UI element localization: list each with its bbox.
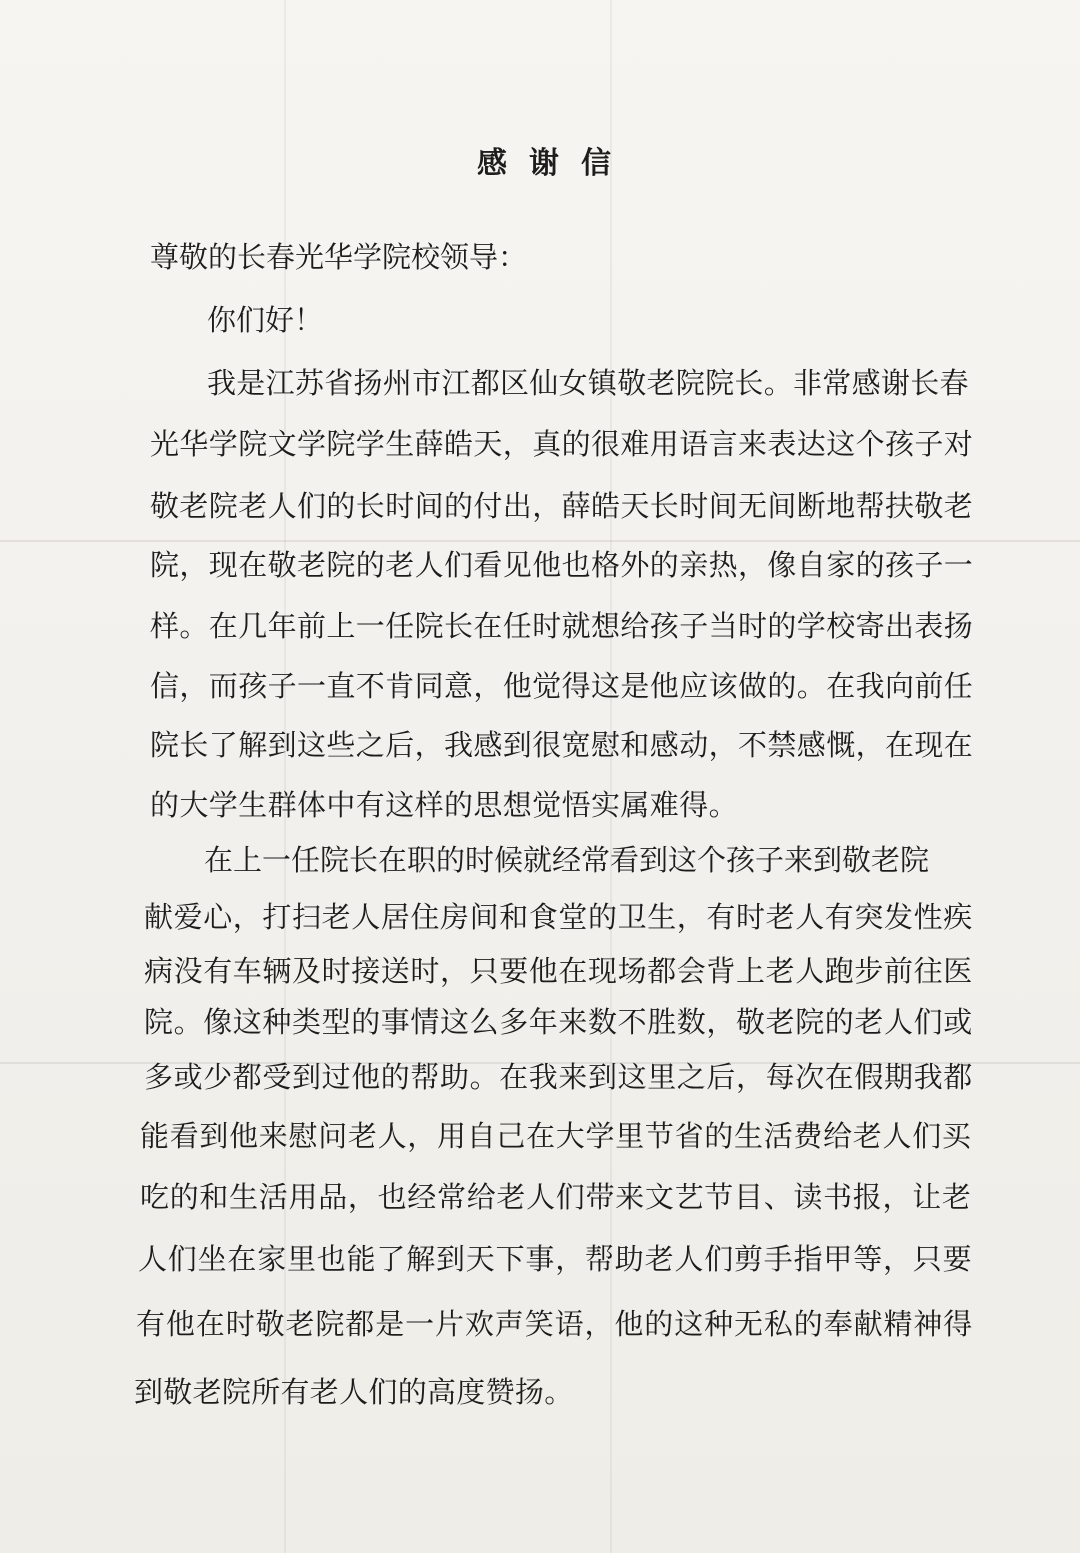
- letter-line: 院。像这种类型的事情这么多年来数不胜数，敬老院的老人们或: [144, 1005, 973, 1039]
- letter-line: 在上一任院长在职的时候就经常看到这个孩子来到敬老院: [204, 843, 930, 877]
- letter-title: 感谢信: [477, 146, 633, 181]
- letter-line: 院长了解到这些之后，我感到很宽慰和感动，不禁感慨，在现在: [150, 728, 974, 762]
- letter-line: 人们坐在家里也能了解到天下事，帮助老人们剪手指甲等，只要: [138, 1242, 973, 1276]
- letter-line: 病没有车辆及时接送时，只要他在现场都会背上老人跑步前往医: [144, 954, 973, 988]
- letter-line: 院，现在敬老院的老人们看见他也格外的亲热，像自家的孩子一: [150, 548, 974, 582]
- letter-line: 我是江苏省扬州市江都区仙女镇敬老院院长。非常感谢长春: [207, 366, 969, 400]
- letter-line: 吃的和生活用品，也经常给老人们带来文艺节目、读书报，让老: [140, 1180, 972, 1214]
- letter-line: 有他在时敬老院都是一片欢声笑语，他的这种无私的奉献精神得: [136, 1307, 974, 1341]
- letter-line: 光华学院文学院学生薛皓天，真的很难用语言来表达这个孩子对: [150, 427, 974, 461]
- letter-line: 样。在几年前上一任院长在任时就想给孩子当时的学校寄出表扬: [150, 609, 974, 643]
- letter-line: 能看到他来慰问老人，用自己在大学里节省的生活费给老人们买: [140, 1119, 972, 1153]
- letter-salutation: 尊敬的长春光华学院校领导：: [150, 240, 528, 274]
- letter-line: 信，而孩子一直不肯同意，他觉得这是他应该做的。在我向前任: [150, 669, 974, 703]
- letter-line: 献爱心，打扫老人居住房间和食堂的卫生，有时老人有突发性疾: [144, 900, 973, 934]
- letter-line: 敬老院老人们的长时间的付出，薛皓天长时间无间断地帮扶敬老: [150, 489, 974, 523]
- letter-line: 的大学生群体中有这样的思想觉悟实属难得。: [150, 788, 739, 822]
- letter-line: 多或少都受到过他的帮助。在我来到这里之后，每次在假期我都: [144, 1060, 973, 1094]
- paper-crease: [0, 540, 1080, 542]
- letter-greeting: 你们好！: [207, 303, 324, 337]
- letter-line: 到敬老院所有老人们的高度赞扬。: [134, 1375, 574, 1409]
